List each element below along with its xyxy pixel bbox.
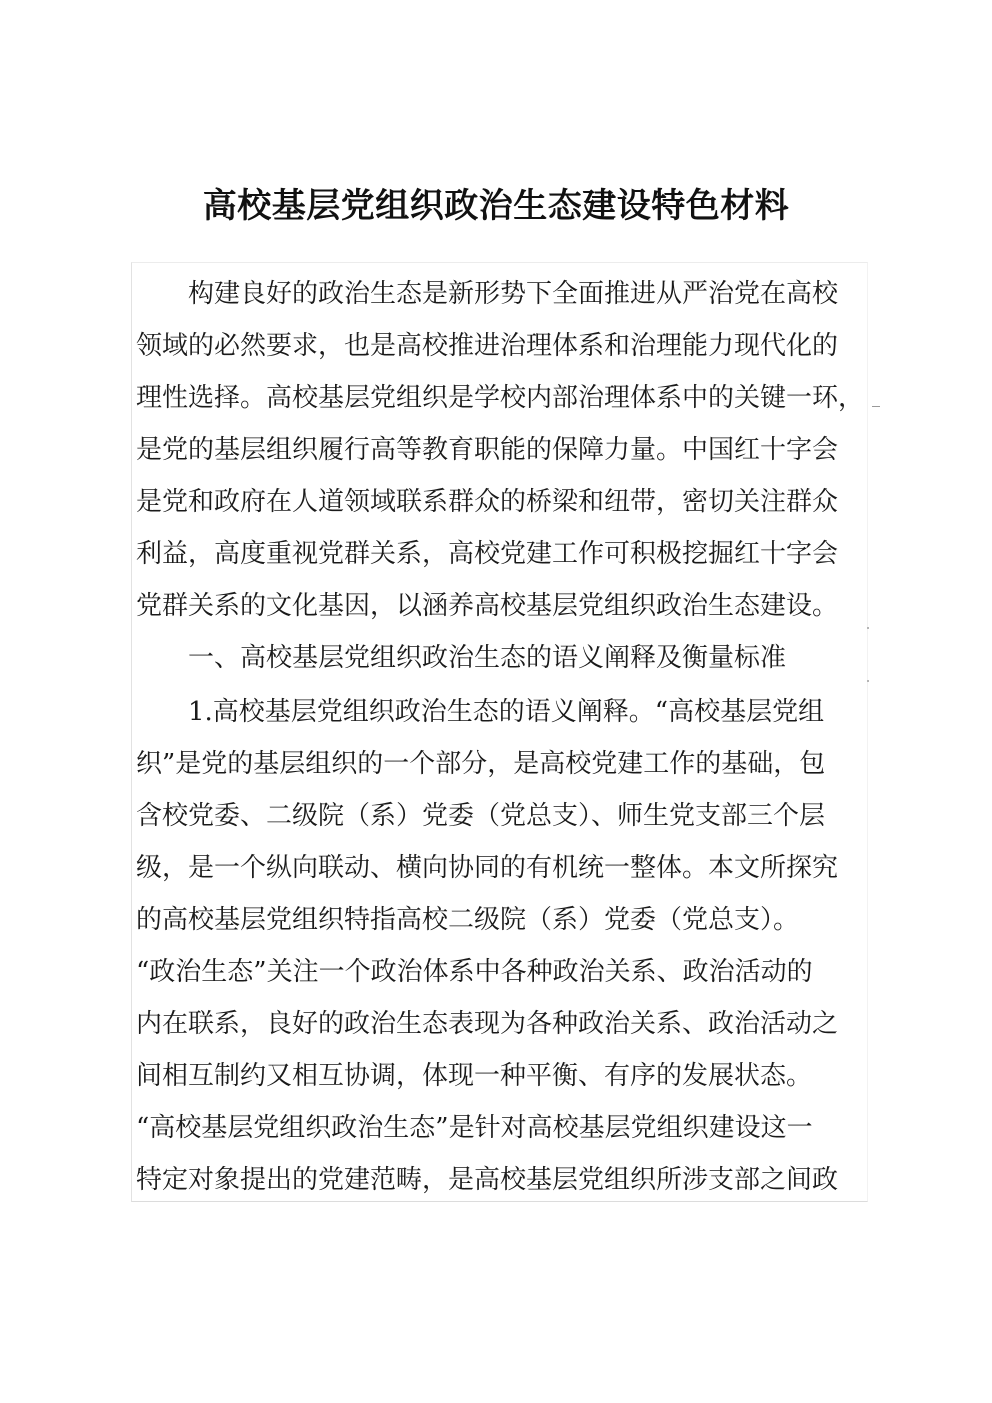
body-line: 含校党委、二级院（系）党委（党总支）、师生党支部三个层 [136, 801, 826, 831]
body-line: 利益，高度重视党群关系，高校党建工作可积极挖掘红十字会 [136, 539, 839, 569]
body-line: 特定对象提出的党建范畴，是高校基层党组织所涉支部之间政 [136, 1165, 839, 1195]
body-line: 领域的必然要求，也是高校推进治理体系和治理能力现代化的 [136, 331, 839, 361]
body-line: 1.高校基层党组织政治生态的语义阐释。“高校基层党组 [136, 697, 825, 727]
margin-dot [867, 680, 869, 682]
document-title: 高校基层党组织政治生态建设特色材料 [202, 186, 790, 226]
body-line: 织”是党的基层组织的一个部分，是高校党建工作的基础，包 [136, 749, 826, 779]
body-line: 理性选择。高校基层党组织是学校内部治理体系中的关键一环， [136, 383, 865, 413]
body-line: 是党和政府在人道领域联系群众的桥梁和纽带，密切关注群众 [136, 487, 839, 517]
body-line: 内在联系，良好的政治生态表现为各种政治关系、政治活动之 [136, 1009, 839, 1039]
margin-mark [872, 406, 880, 407]
body-line: 党群关系的文化基因，以涵养高校基层党组织政治生态建设。 [136, 591, 839, 621]
body-line: “高校基层党组织政治生态”是针对高校基层党组织建设这一 [136, 1113, 813, 1143]
body-line: 构建良好的政治生态是新形势下全面推进从严治党在高校 [136, 279, 839, 309]
margin-dot [867, 627, 869, 629]
body-line: 的高校基层党组织特指高校二级院（系）党委（党总支）。 [136, 905, 800, 935]
section-heading: 一、高校基层党组织政治生态的语义阐释及衡量标准 [136, 643, 787, 673]
body-line: 是党的基层组织履行高等教育职能的保障力量。中国红十字会 [136, 435, 839, 465]
body-line: “政治生态”关注一个政治体系中各种政治关系、政治活动的 [136, 957, 813, 987]
body-line: 级，是一个纵向联动、横向协同的有机统一整体。本文所探究 [136, 853, 839, 883]
body-line: 间相互制约又相互协调，体现一种平衡、有序的发展状态。 [136, 1061, 813, 1091]
